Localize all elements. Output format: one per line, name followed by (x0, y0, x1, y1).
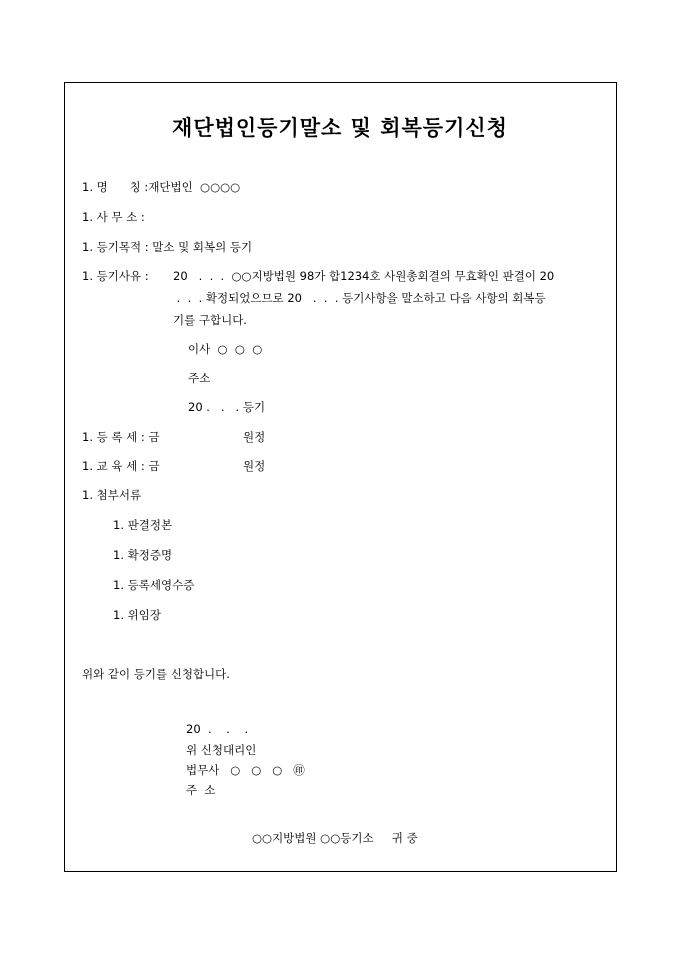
registration-date: 20 . . . 등기 (188, 400, 266, 414)
education-tax-unit: 원정 (243, 459, 266, 473)
item-reason-line1: 20 . . . ○○지방법원 98가 합1234호 사원총회결의 무효확인 판결이 20 (173, 269, 555, 283)
item-name (82, 180, 240, 194)
item-office (82, 210, 145, 224)
attachments-label: 1. 첨부서류 (82, 488, 142, 502)
item-reason-label: 1. 등기사유 : (82, 269, 149, 283)
registration-tax-label: 1. 등 록 세 : 금 (82, 430, 160, 444)
item-name-label: 1. 명 칭 : (82, 180, 149, 194)
item-purpose (82, 240, 252, 254)
closing-statement: 위와 같이 등기를 신청합니다. (82, 667, 230, 681)
item-name-value: 재단법인 ○○○○ (148, 180, 241, 194)
addressee: ○○지방법원 ○○등기소 귀 중 (252, 831, 418, 845)
director-line: 이사 ○ ○ ○ (188, 342, 263, 356)
attachment-item: 1. 판결정본 (113, 518, 173, 532)
attachment-item: 1. 확정증명 (113, 548, 173, 562)
registration-tax-unit: 원정 (243, 430, 266, 444)
signature-date: 20 . . . (186, 722, 249, 736)
signature-agent: 위 신청대리인 (186, 743, 257, 757)
item-reason-line2: . . . 확정되었으므로 20 . . . 등기사항을 말소하고 다음 사항의 회복등 (173, 291, 546, 305)
attachment-item: 1. 등록세영수증 (113, 578, 195, 592)
address-line: 주소 (188, 371, 211, 385)
item-reason-line3: 기를 구합니다. (173, 313, 247, 327)
signature-address: 주 소 (186, 783, 216, 797)
document-frame (64, 82, 617, 872)
item-office-label: 1. 사 무 소 : (82, 210, 145, 224)
signature-lawyer: 법무사 ○ ○ ○ ㊞ (186, 763, 305, 777)
item-purpose-label: 1. 등기목적 : (82, 240, 149, 254)
education-tax-label: 1. 교 육 세 : 금 (82, 459, 160, 473)
document-title: 재단법인등기말소 및 회복등기신청 (172, 115, 508, 140)
item-purpose-value: 말소 및 회복의 등기 (152, 240, 253, 254)
attachment-item: 1. 위임장 (113, 608, 161, 622)
